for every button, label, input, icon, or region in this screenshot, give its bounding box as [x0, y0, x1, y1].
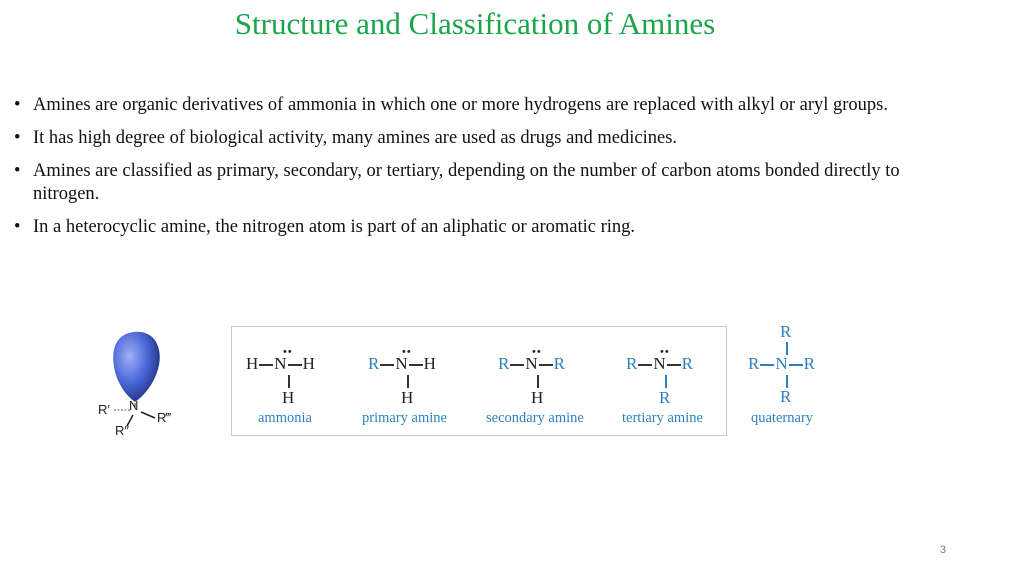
left-atom: R: [498, 354, 510, 373]
caption-quaternary: quaternary: [751, 410, 813, 426]
bond: [667, 364, 681, 366]
bottom-atom: R: [659, 388, 671, 407]
bullet-item: [14, 160, 904, 206]
lone-pair-lobe: [113, 332, 160, 402]
caption-secondary-amine: secondary amine: [486, 410, 584, 426]
bond: [259, 364, 273, 366]
bond: [407, 375, 409, 388]
bullet-marker: •: [14, 128, 21, 148]
bond: [789, 364, 803, 366]
lone-pair-dots: ••: [660, 346, 670, 358]
bond: [288, 375, 290, 388]
bullet-item: [14, 94, 904, 117]
caption-ammonia: ammonia: [258, 410, 312, 426]
r2-label: R″: [115, 423, 129, 438]
right-atom: R: [553, 354, 565, 373]
bullet-text: Amines are classified as primary, secondary, or tertiary, depending on the number of carbon atoms bonded directly to nitrogen.: [33, 161, 900, 204]
left-atom: H: [246, 354, 259, 373]
lone-pair-dots: ••: [532, 346, 542, 358]
orbital-lobe-graphic: [95, 326, 195, 446]
bond: [537, 375, 539, 388]
bond: [638, 364, 652, 366]
page-number: 3: [939, 544, 946, 556]
bullet-item: [14, 127, 904, 150]
center-atom: N: [395, 354, 408, 373]
center-atom: N: [525, 354, 538, 373]
bond: [665, 375, 667, 388]
bond: [380, 364, 394, 366]
structure-quaternary-ammonium: [748, 322, 848, 432]
slide-title: Structure and Classification of Amines: [234, 6, 716, 41]
bottom-atom: H: [282, 388, 295, 407]
bottom-atom: R: [780, 387, 792, 406]
r1-label: R′: [98, 402, 110, 417]
right-atom: H: [302, 354, 315, 373]
structure-ammonia: [246, 346, 336, 436]
bullet-text: Amines are organic derivatives of ammonia in which one or more hydrogens are replaced with alkyl or aryl groups.: [33, 95, 889, 115]
top-atom: R: [780, 322, 792, 341]
bond: [760, 364, 774, 366]
bullet-item: [14, 216, 904, 239]
structure-secondary-amine: [486, 346, 598, 436]
right-atom: R: [803, 354, 815, 373]
left-atom: R: [368, 354, 380, 373]
structure-tertiary-amine: [622, 346, 726, 436]
left-atom: R: [626, 354, 638, 373]
lone-pair-dots: ••: [283, 346, 293, 358]
bullet-list: [14, 94, 904, 249]
caption-primary-amine: primary amine: [362, 410, 447, 426]
bond: [510, 364, 524, 366]
center-atom: N: [775, 354, 788, 373]
nitrogen-label: N: [129, 398, 139, 413]
bullet-marker: •: [14, 95, 21, 115]
bullet-marker: •: [14, 217, 21, 237]
structure-primary-amine: [362, 346, 468, 436]
r3-label: R‴: [157, 410, 171, 425]
caption-tertiary-amine: tertiary amine: [622, 410, 703, 426]
center-atom: N: [653, 354, 666, 373]
right-atom: H: [423, 354, 436, 373]
nitrogen-orbital-figure: [95, 326, 195, 446]
bottom-atom: H: [401, 388, 414, 407]
bond: [539, 364, 553, 366]
bullet-text: In a heterocyclic amine, the nitrogen atom is part of an aliphatic or aromatic ring.: [33, 217, 636, 237]
bullet-text: It has high degree of biological activity, many amines are used as drugs and medicines.: [33, 128, 678, 148]
lone-pair-dots: ••: [402, 346, 412, 358]
bond: [409, 364, 423, 366]
bond-r3: [141, 412, 155, 418]
bullet-marker: •: [14, 161, 21, 181]
left-atom: R: [748, 354, 760, 373]
bottom-atom: H: [531, 388, 544, 407]
center-atom: N: [274, 354, 287, 373]
bond: [288, 364, 302, 366]
right-atom: R: [681, 354, 693, 373]
